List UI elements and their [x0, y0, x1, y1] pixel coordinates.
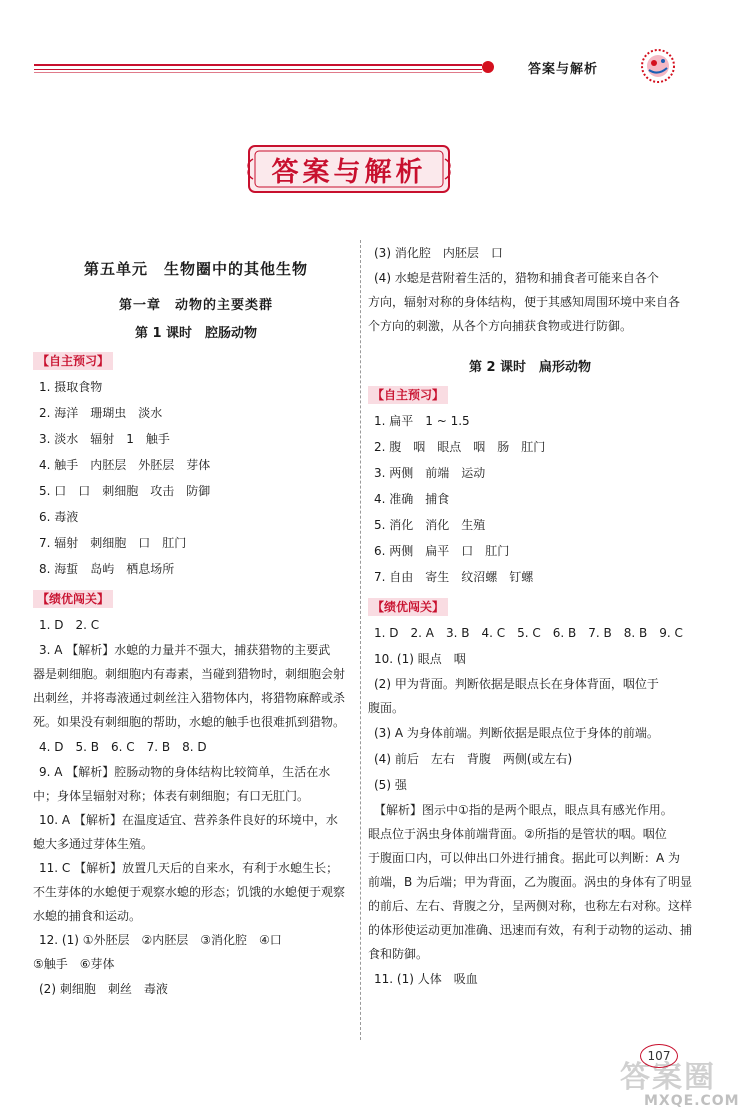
analysis-paragraph [368, 672, 692, 720]
answer-line: 6. 两侧 扁平 口 肛门 [374, 544, 510, 558]
answer-line: 4. D 5. B 6. C 7. B 8. D [39, 740, 207, 754]
text-line: ⑤触手 ⑥芽体 [33, 957, 115, 971]
text-line: 【解析】图示中①指的是两个眼点，眼点具有感光作用。 [374, 803, 673, 817]
answer-line: 5. 消化 消化 生殖 [374, 518, 486, 532]
right-column [368, 240, 692, 992]
text-line: 11. C 【解析】放置几天后的自来水，有利于水螅生长； [39, 861, 339, 875]
analysis-paragraph [368, 798, 692, 966]
text-line: 不生芽体的水螅便于观察水螅的形态；饥饿的水螅便于观察 [33, 885, 346, 899]
answer-line: 6. 毒液 [39, 510, 79, 524]
header-emblem-icon [635, 46, 681, 86]
answer-line: 8. 海蜇 岛屿 栖息场所 [39, 562, 175, 576]
section-tag: 【 绩优闯关 】 [33, 590, 113, 608]
lesson-heading: 第 2 课时 扁形动物 [468, 360, 592, 375]
answer-line: 1. 扁平 1 ~ 1.5 [374, 414, 470, 428]
chapter-heading: 第一章 动物的主要类群 [118, 298, 273, 313]
text-line: 腹面。 [368, 701, 405, 715]
answer-line: 7. 辐射 刺细胞 口 肛门 [39, 536, 187, 550]
text-line: 10. A 【解析】在温度适宜、营养条件良好的环境中，水 [39, 813, 338, 827]
answer-line: (3) A 为身体前端。判断依据是眼点位于身体的前端。 [374, 726, 659, 740]
header-dot [482, 61, 494, 73]
answer-line: 2. 海洋 珊瑚虫 淡水 [39, 406, 163, 420]
column-divider [360, 240, 362, 1040]
section-tag: 【 绩优闯关 】 [368, 598, 448, 616]
text-line: 的前后、左右、背腹之分，呈两侧对称，也称左右对称。这样 [368, 899, 693, 913]
watermark-logo: 答案圈 [620, 1060, 716, 1095]
page-number: 107 [640, 1044, 678, 1068]
text-line: 出刺丝，并将毒液通过刺丝注入猎物体内，将猎物麻醉或杀 [33, 691, 346, 705]
answer-line: (5) 强 [374, 778, 407, 792]
text-line: 中；身体呈辐射对称；体表有刺细胞；有口无肛门。 [33, 789, 310, 803]
analysis-paragraph [33, 638, 359, 734]
answer-line: (3) 消化腔 内胚层 口 [374, 246, 503, 260]
text-line: 器是刺细胞。刺细胞内有毒素，当碰到猎物时，刺细胞会射 [33, 667, 346, 681]
answer-line: 3. 淡水 辐射 1 触手 [39, 432, 170, 446]
text-line: 水螅的捕食和运动。 [33, 909, 142, 923]
answer-line: (2) 刺细胞 刺丝 毒液 [39, 982, 168, 996]
answer-line: 1. D 2. C [39, 618, 100, 632]
text-line: (4) 水螅是营附着生活的，猎物和捕食者可能来自各个 [374, 271, 659, 285]
text-line: 食和防御。 [368, 947, 429, 961]
analysis-paragraph [33, 760, 359, 808]
analysis-paragraph [33, 928, 359, 976]
section-tag: 【 自主预习 】 [33, 352, 113, 370]
answer-line: 10. (1) 眼点 咽 [374, 652, 466, 666]
text-line: 于腹面口内，可以伸出口外进行捕食。据此可以判断：A 为 [368, 851, 681, 865]
answer-line: 11. (1) 人体 吸血 [374, 972, 478, 986]
title-banner [246, 143, 452, 195]
text-line: 方向，辐射对称的身体结构，便于其感知周围环境中来自各 [368, 295, 681, 309]
text-line: 12. (1) ①外胚层 ②内胚层 ③消化腔 ④口 [39, 933, 282, 947]
answer-line: 4. 触手 内胚层 外胚层 芽体 [39, 458, 211, 472]
text-line: 9. A 【解析】腔肠动物的身体结构比较简单，生活在水 [39, 765, 331, 779]
header-rule [34, 72, 482, 73]
text-line: 3. A 【解析】水螅的力量并不强大，捕获猎物的主要武 [39, 643, 331, 657]
answer-line: 4. 准确 捕食 [374, 492, 450, 506]
header-title: 答案与解析 [528, 62, 599, 77]
header-rule [34, 69, 482, 70]
analysis-paragraph [368, 266, 692, 338]
text-line: 眼点位于涡虫身体前端背面。②所指的是管状的咽。咽位 [368, 827, 667, 841]
text-line: 螅大多通过芽体生殖。 [33, 837, 154, 851]
lesson-heading: 第 1 课时 腔肠动物 [134, 326, 258, 341]
watermark-url: MXQE.COM [644, 1093, 740, 1109]
text-line: 前端，B 为后端；甲为背面，乙为腹面。涡虫的身体有了明显 [368, 875, 693, 889]
text-line: 死。如果没有刺细胞的帮助，水螅的触手也很难抓到猎物。 [33, 715, 346, 729]
answer-line: 5. 口 口 刺细胞 攻击 防御 [39, 484, 211, 498]
text-line: (2) 甲为背面。判断依据是眼点长在身体背面，咽位于 [374, 677, 659, 691]
header-rule [34, 64, 482, 66]
section-tag: 【 自主预习 】 [368, 386, 448, 404]
answer-line: 2. 腹 咽 眼点 咽 肠 肛门 [374, 440, 546, 454]
left-column [33, 240, 359, 1002]
answer-line: (4) 前后 左右 背腹 两侧(或左右) [374, 752, 573, 766]
answer-line: 1. D 2. A 3. B 4. C 5. C 6. B 7. B 8. B 9. C [374, 626, 683, 640]
answer-line: 7. 自由 寄生 纹沼螺 钉螺 [374, 570, 534, 584]
text-line: 个方向的刺激，从各个方向捕获食物或进行防御。 [368, 319, 633, 333]
analysis-paragraph [33, 808, 359, 856]
unit-heading: 第五单元 生物圈中的其他生物 [83, 260, 308, 278]
page-title: 答案与解析 [271, 156, 427, 188]
text-line: 的体形使运动更加准确、迅速而有效，有利于动物的运动、捕 [368, 923, 693, 937]
answer-line: 1. 摄取食物 [39, 380, 103, 394]
analysis-paragraph [33, 856, 359, 928]
answer-line: 3. 两侧 前端 运动 [374, 466, 486, 480]
